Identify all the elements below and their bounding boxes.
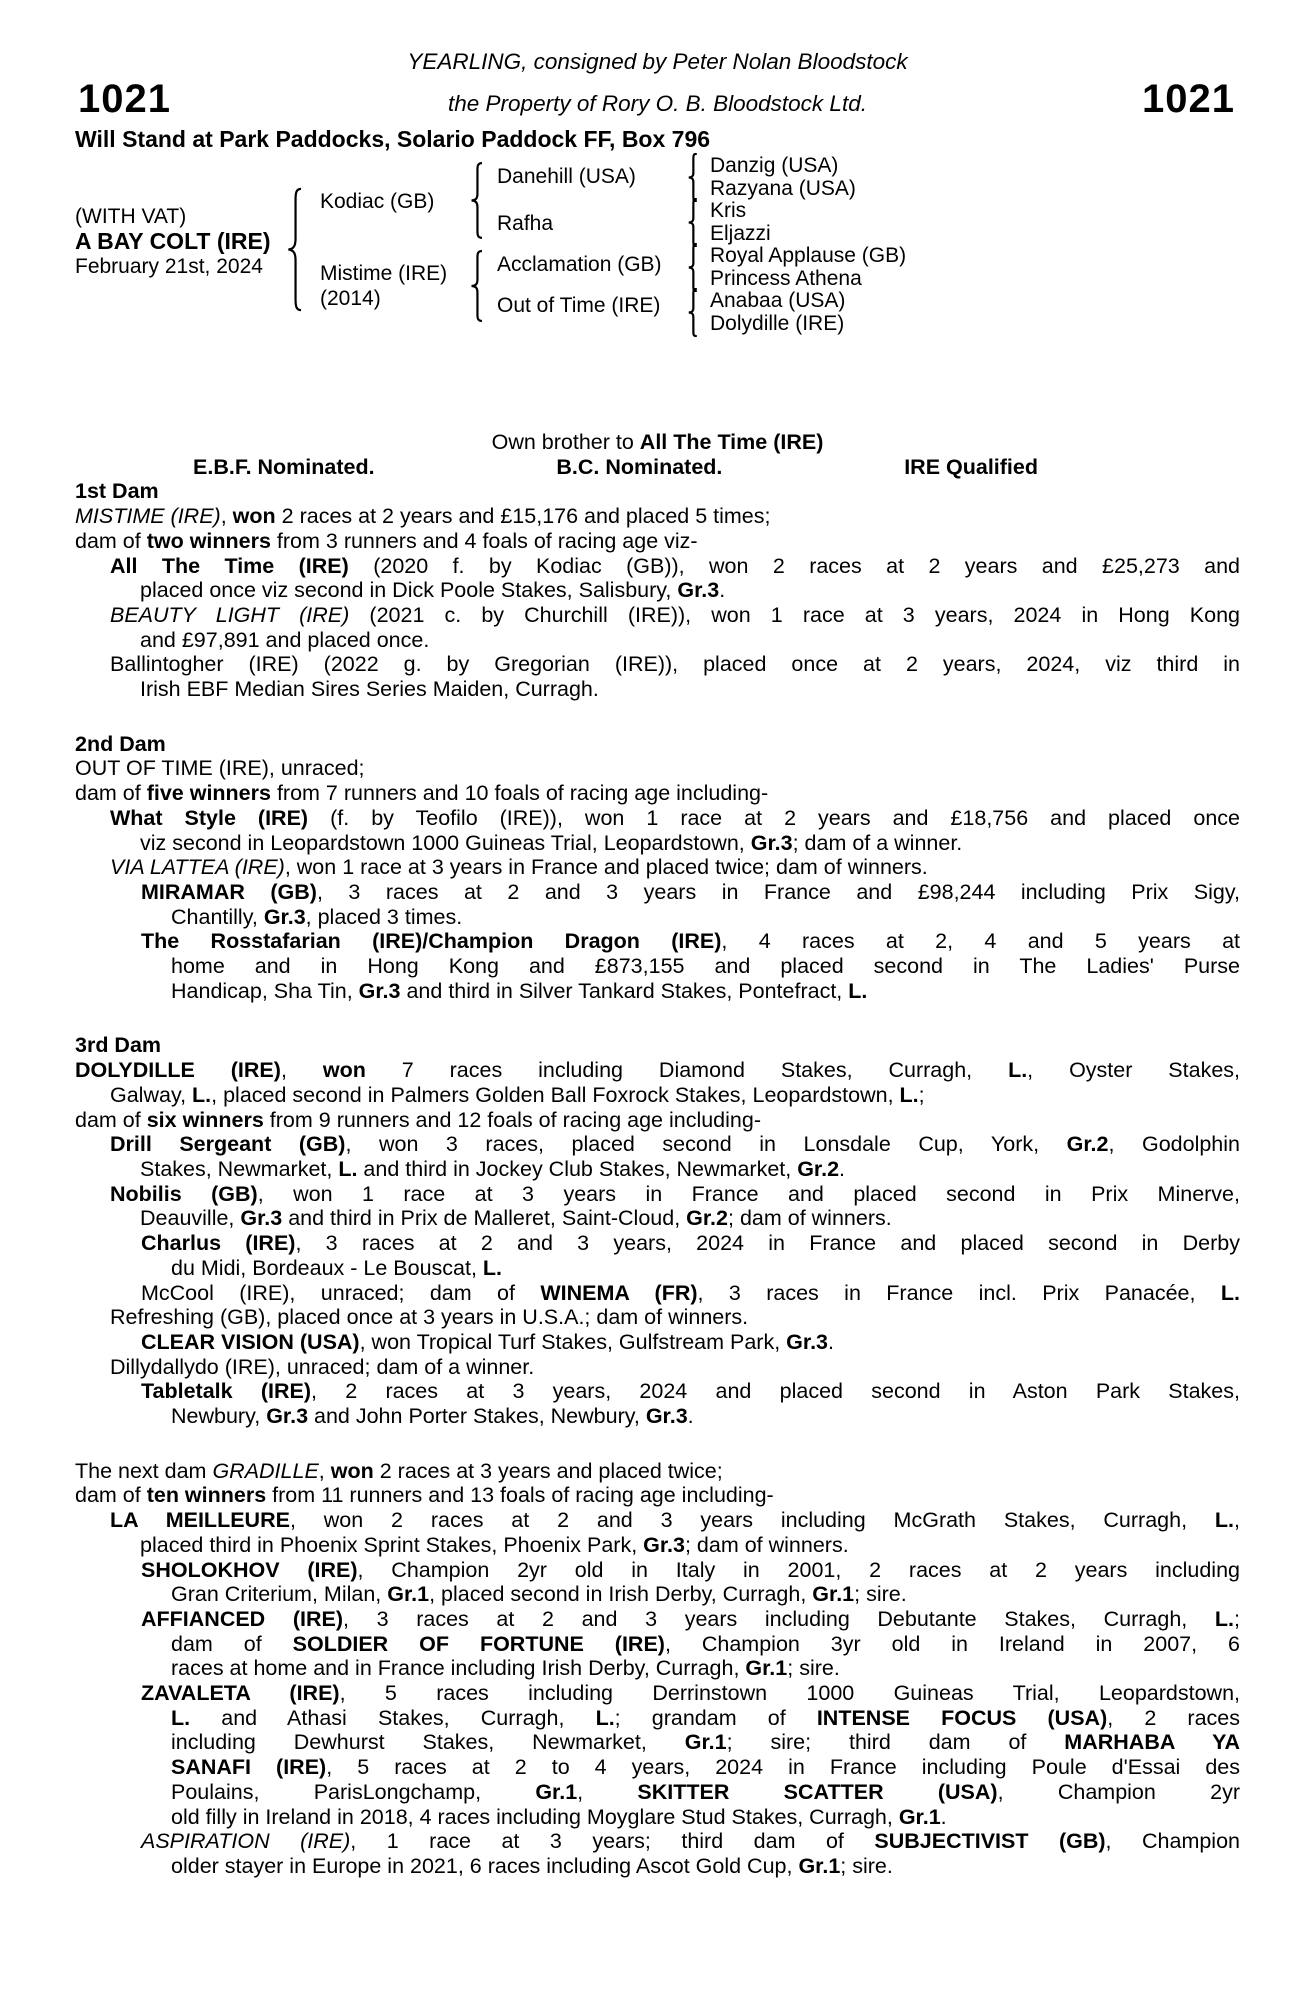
text-run: Irish EBF Median Sires Series Maiden, Curragh.	[140, 677, 599, 702]
text-run: and third in Silver Tankard Stakes, Pontefract,	[400, 978, 849, 1003]
text-run: Drill Sergeant (GB)	[110, 1132, 346, 1157]
text-run: SHOLOKHOV (IRE)	[141, 1557, 358, 1582]
text-run: , Champion 3yr old in Ireland in 2007, 6	[664, 1631, 1240, 1656]
text-run: L.	[1008, 1058, 1028, 1083]
text-run: ; dam of winners.	[684, 1532, 849, 1557]
text-run: and third in Jockey Club Stakes, Newmarket,	[357, 1156, 798, 1181]
pedigree-chart	[0, 150, 1315, 346]
pedigree-text-line	[75, 1305, 1240, 1330]
text-run: McCool (IRE), unraced; dam of	[141, 1280, 541, 1305]
text-run: ,	[220, 504, 233, 529]
text-run: Gr.1	[745, 1656, 788, 1681]
text-run: Poulains, ParisLongchamp,	[171, 1779, 536, 1804]
pedigree-text-line	[75, 781, 1240, 806]
consignor-line: YEARLING, consigned by Peter Nolan Bloodstock	[407, 49, 908, 74]
text-run: Gr.3	[263, 904, 306, 929]
pedigree-text-line	[75, 1483, 1240, 1508]
pedigree-text-line	[75, 1206, 1240, 1231]
text-run: dam of	[75, 1483, 147, 1508]
text-run: L.	[1214, 1508, 1235, 1533]
text-run: dam of	[75, 528, 147, 553]
text-run: , 2 races at 3 years, 2024 and placed second in Aston Park Stakes,	[311, 1379, 1240, 1404]
text-run: ; sire.	[840, 1853, 893, 1878]
pedigree-text-line	[75, 529, 1240, 554]
pedigree-text-line	[75, 1256, 1240, 1281]
dam-section	[75, 479, 1240, 701]
text-run: The Rosstafarian (IRE)/Champion Dragon (IRE)	[141, 929, 722, 954]
text-run: ten winners	[146, 1483, 267, 1508]
text-run: Gr.2	[686, 1206, 728, 1231]
pedigree-text-line	[75, 628, 1240, 653]
text-run: Gr.3	[266, 1404, 309, 1429]
text-run: older stayer in Europe in 2021, 6 races including Ascot Gold Cup,	[171, 1853, 799, 1878]
text-run: from 3 runners and 4 foals of racing age viz-	[270, 528, 698, 553]
pedigree-text-line	[75, 1730, 1240, 1755]
pedigree-text-line	[75, 1706, 1240, 1731]
text-run: ,	[577, 1779, 638, 1804]
ire-qualified-label: IRE Qualified	[904, 454, 1038, 479]
pedigree-text-line	[75, 1805, 1240, 1830]
text-run: , 4 races at 2, 4 and 5 years at	[721, 929, 1240, 954]
pedigree-text-line	[75, 1854, 1240, 1879]
great-grandparents-column	[710, 155, 906, 335]
dam-dam-name: Out of Time (IRE)	[497, 294, 661, 317]
text-run: ZAVALETA (IRE)	[141, 1681, 340, 1706]
pedigree-text-line	[75, 905, 1240, 930]
pedigree-text-line	[75, 1182, 1240, 1207]
text-run: , 3 races at 2 and 3 years in France and £98,244 including Prix Sigy,	[316, 879, 1240, 904]
text-run: OUT OF TIME (IRE), unraced;	[75, 756, 365, 781]
pedigree-text-line	[75, 554, 1240, 579]
text-run: , Oyster Stakes,	[1027, 1058, 1240, 1083]
text-run: ; sire; third dam of	[726, 1730, 1065, 1755]
text-run: , Godolphin	[1108, 1132, 1240, 1157]
text-run: SKITTER SCATTER (USA)	[637, 1779, 998, 1804]
text-run: (2020 f. by Kodiac (GB)), won 2 races at 2 years and £25,273 and	[348, 553, 1240, 578]
text-run: L.	[192, 1082, 212, 1107]
text-run: , placed second in Palmers Golden Ball Foxrock Stakes, Leopardstown,	[211, 1082, 900, 1107]
text-run: , 1 race at 3 years; third dam of	[350, 1829, 875, 1854]
text-run: 2 races at 2 years and £15,176 and placed 5 times;	[275, 504, 771, 529]
text-run: ; sire.	[854, 1582, 907, 1607]
dam-sections	[75, 479, 1240, 1878]
dam-block	[320, 261, 447, 311]
text-run: , won 2 races at 2 and 3 years including McGrath Stakes, Curragh,	[289, 1508, 1215, 1533]
text-run: du Midi, Bordeaux - Le Bouscat,	[171, 1255, 483, 1280]
text-run: Gr.2	[797, 1156, 840, 1181]
pedigree-brace-sire	[468, 162, 486, 239]
text-run: Gr.3	[645, 1404, 688, 1429]
dam-section	[75, 1033, 1240, 1428]
own-brother-name: All The Time (IRE)	[639, 430, 824, 454]
pedigree-text-line	[75, 1582, 1240, 1607]
gg-name: Princess Athena	[710, 266, 862, 290]
text-run: viz second in Leopardstown 1000 Guineas Trial, Leopardstown,	[140, 830, 751, 855]
text-run: L.	[482, 1255, 503, 1280]
pedigree-brace-gg3	[686, 243, 700, 292]
animal-name: A BAY COLT (IRE)	[75, 228, 271, 254]
dam-name: Mistime (IRE)	[320, 262, 448, 285]
text-run: ,	[318, 1458, 331, 1483]
pedigree-brace-dam	[468, 250, 486, 322]
text-run: SANAFI (IRE)	[171, 1755, 327, 1780]
text-run: .	[687, 1404, 694, 1429]
text-run: , 2 races	[1107, 1705, 1240, 1730]
pedigree-text-line	[75, 652, 1240, 677]
text-run: races at home and in France including Irish Derby, Curragh,	[171, 1656, 746, 1681]
text-run: Gr.1	[684, 1730, 727, 1755]
vat-note: (WITH VAT)	[75, 205, 187, 228]
text-run: CLEAR VISION (USA)	[141, 1329, 360, 1354]
text-run: , placed 3 times.	[305, 904, 463, 929]
own-brother-prefix: Own brother to	[491, 430, 640, 454]
pedigree-text-line	[75, 1780, 1240, 1805]
pedigree-text-line	[75, 1632, 1240, 1657]
pedigree-text-line	[75, 1404, 1240, 1429]
property-line: the Property of Rory O. B. Bloodstock Ltd.	[448, 91, 867, 116]
text-run: ;	[1234, 1606, 1240, 1631]
text-run: ;	[918, 1082, 925, 1107]
dam-year: (2014)	[320, 287, 381, 310]
text-run: L.	[1220, 1280, 1240, 1305]
text-run: , Champion	[1105, 1829, 1241, 1854]
text-run: ASPIRATION (IRE)	[141, 1829, 351, 1854]
text-run: SOLDIER OF FORTUNE (IRE)	[292, 1631, 665, 1656]
pedigree-text-line	[75, 1558, 1240, 1583]
text-run: .	[839, 1156, 846, 1181]
text-run: Chantilly,	[171, 904, 264, 929]
text-run: .	[940, 1804, 947, 1829]
text-run: Refreshing (GB), placed once at 3 years in U.S.A.; dam of winners.	[110, 1305, 749, 1330]
dam-section-heading: 2nd Dam	[75, 731, 166, 756]
text-run: Tabletalk (IRE)	[141, 1379, 312, 1404]
text-run: Gr.3	[750, 830, 793, 855]
text-run: , Champion 2yr	[997, 1779, 1240, 1804]
pedigree-text-line	[75, 1656, 1240, 1681]
text-run: MIRAMAR (GB)	[141, 879, 317, 904]
pedigree-text-line	[75, 855, 1240, 880]
pedigree-text-line	[75, 677, 1240, 702]
dam-section	[75, 732, 1240, 1004]
text-run: , 5 races including Derrinstown 1000 Guineas Trial, Leopardstown,	[339, 1681, 1240, 1706]
ebf-nominated-label: E.B.F. Nominated.	[193, 454, 375, 479]
pedigree-brace-gg2	[686, 198, 700, 247]
text-run: won	[322, 1058, 366, 1083]
text-run: What Style (IRE)	[110, 805, 309, 830]
text-run: L.	[1214, 1606, 1234, 1631]
text-run: INTENSE FOCUS (USA)	[816, 1705, 1108, 1730]
text-run: Gr.3	[786, 1329, 829, 1354]
text-run: six winners	[146, 1107, 264, 1132]
text-run: won	[232, 504, 276, 529]
text-run: BEAUTY LIGHT (IRE)	[110, 602, 350, 627]
text-run: DOLYDILLE (IRE)	[75, 1058, 281, 1083]
text-run: five winners	[146, 781, 271, 806]
text-run: AFFIANCED (IRE)	[141, 1606, 344, 1631]
text-run: L.	[595, 1705, 615, 1730]
text-run: .	[828, 1329, 834, 1354]
text-run: Gr.1	[812, 1582, 855, 1607]
pedigree-text-line	[75, 831, 1240, 856]
text-run: Gr.3	[358, 978, 401, 1003]
gg-name: Dolydille (IRE)	[710, 311, 845, 335]
text-run: (2021 c. by Churchill (IRE)), won 1 race at 3 years, 2024 in Hong Kong	[349, 602, 1240, 627]
catalogue-text	[75, 430, 1240, 1879]
text-run: .	[719, 578, 726, 603]
pedigree-text-line	[75, 1108, 1240, 1133]
text-run: Handicap, Sha Tin,	[171, 978, 359, 1003]
text-run: LA MEILLEURE	[110, 1508, 290, 1533]
text-run: dam of	[75, 1107, 147, 1132]
pedigree-text-line	[75, 1083, 1240, 1108]
text-run: Charlus (IRE)	[141, 1231, 296, 1256]
text-run: Gr.1	[798, 1853, 841, 1878]
foal-date: February 21st, 2024	[75, 255, 263, 278]
lot-number-right: 1021	[1142, 77, 1235, 121]
gg-name: Razyana (USA)	[710, 176, 856, 200]
text-run: Gr.3	[240, 1206, 283, 1231]
text-run: Deauville,	[140, 1206, 241, 1231]
pedigree-text-line	[75, 880, 1240, 905]
text-run: MISTIME (IRE)	[75, 504, 221, 529]
bc-nominated-label: B.C. Nominated.	[556, 454, 723, 479]
text-run: two winners	[146, 528, 271, 553]
text-run: L.	[171, 1705, 191, 1730]
text-run: MARHABA YA	[1064, 1730, 1240, 1755]
text-run: and Athasi Stakes, Curragh,	[190, 1705, 596, 1730]
text-run: old filly in Ireland in 2018, 4 races including Moyglare Stud Stakes, Curragh,	[171, 1804, 899, 1829]
stand-location-line: Will Stand at Park Paddocks, Solario Paddock FF, Box 796	[75, 126, 711, 152]
text-run: L.	[848, 978, 868, 1003]
text-run: from 9 runners and 12 foals of racing age including-	[263, 1107, 761, 1132]
pedigree-text-line	[75, 1755, 1240, 1780]
pedigree-text-line	[75, 1355, 1240, 1380]
text-run: 7 races including Diamond Stakes, Curragh,	[365, 1058, 1009, 1083]
gg-name: Royal Applause (GB)	[710, 244, 907, 267]
pedigree-text-line	[75, 1607, 1240, 1632]
text-run: dam of	[171, 1631, 293, 1656]
pedigree-text-line	[75, 954, 1240, 979]
gg-name: Danzig (USA)	[710, 154, 839, 177]
text-run: ,	[280, 1058, 323, 1083]
pedigree-text-line	[75, 979, 1240, 1004]
text-run: and third in Prix de Malleret, Saint-Cloud,	[282, 1206, 687, 1231]
text-run: , 3 races at 2 and 3 years, 2024 in France and placed second in Derby	[295, 1231, 1240, 1256]
text-run: Gr.2	[1066, 1132, 1109, 1157]
animal-block	[75, 204, 271, 279]
text-run: (f. by Teofilo (IRE)), won 1 race at 2 years and £18,756 and placed once	[308, 805, 1241, 830]
text-run: All The Time (IRE)	[110, 553, 349, 578]
text-run: L.	[338, 1156, 358, 1181]
gg-name: Eljazzi	[710, 221, 771, 245]
text-run: and John Porter Stakes, Newbury,	[308, 1404, 646, 1429]
text-run: placed once viz second in Dick Poole Stakes, Salisbury,	[140, 578, 678, 603]
text-run: , 3 races at 2 and 3 years including Debutante Stakes, Curragh,	[343, 1606, 1215, 1631]
pedigree-text-line	[75, 1459, 1240, 1484]
pedigree-brace-main	[284, 187, 306, 312]
own-brother-line	[75, 430, 1240, 455]
lot-number-left: 1021	[78, 77, 171, 121]
text-run: , 3 races in France incl. Prix Panacée,	[697, 1280, 1221, 1305]
text-run: Galway,	[110, 1082, 193, 1107]
pedigree-text-line	[75, 1281, 1240, 1306]
text-run: , placed second in Irish Derby, Curragh,	[429, 1582, 813, 1607]
pedigree-text-line	[75, 1132, 1240, 1157]
text-run: ; grandam of	[614, 1705, 817, 1730]
pedigree-text-line	[75, 929, 1240, 954]
text-run: Stakes, Newmarket,	[140, 1156, 339, 1181]
text-run: SUBJECTIVIST (GB)	[874, 1829, 1106, 1854]
text-run: Nobilis (GB)	[110, 1181, 258, 1206]
text-run: Gr.1	[387, 1582, 430, 1607]
text-run: from 7 runners and 10 foals of racing age including-	[270, 781, 769, 806]
text-run: including Dewhurst Stakes, Newmarket,	[171, 1730, 685, 1755]
text-run: Gr.3	[677, 578, 720, 603]
pedigree-brace-gg4	[686, 288, 700, 337]
sire-name: Kodiac (GB)	[320, 190, 435, 213]
pedigree-text-line	[75, 1681, 1240, 1706]
text-run: home and in Hong Kong and £873,155 and placed second in The Ladies' Purse	[171, 954, 1240, 979]
text-run: Gr.1	[898, 1804, 941, 1829]
text-run: Gr.1	[535, 1779, 578, 1804]
text-run: ,	[1234, 1508, 1240, 1533]
dam-sire-name: Acclamation (GB)	[497, 253, 662, 276]
text-run: VIA LATTEA (IRE)	[110, 855, 285, 880]
dam-section-heading: 3rd Dam	[75, 1033, 162, 1058]
pedigree-text-line	[75, 806, 1240, 831]
pedigree-brace-gg1	[686, 153, 700, 202]
pedigree-text-line	[75, 603, 1240, 628]
text-run: won	[330, 1458, 374, 1483]
text-run: ; sire.	[787, 1656, 840, 1681]
text-run: Dillydallydo (IRE), unraced; dam of a winner.	[110, 1354, 535, 1379]
text-run: ; dam of a winner.	[792, 830, 963, 855]
text-run: 2 races at 3 years and placed twice;	[373, 1458, 723, 1483]
dam-section	[75, 1459, 1240, 1879]
gg-name: Anabaa (USA)	[710, 289, 846, 312]
pedigree-text-line	[75, 1058, 1240, 1083]
text-run: L.	[899, 1082, 919, 1107]
pedigree-text-line	[75, 1330, 1240, 1355]
text-run: , won 3 races, placed second in Lonsdale Cup, York,	[345, 1132, 1067, 1157]
sire-sire-name: Danehill (USA)	[497, 165, 636, 188]
pedigree-text-line	[75, 756, 1240, 781]
dam-section-heading: 1st Dam	[75, 479, 159, 504]
text-run: GRADILLE	[212, 1458, 319, 1483]
pedigree-text-line	[75, 578, 1240, 603]
text-run: WINEMA (FR)	[540, 1280, 698, 1305]
text-run: and £97,891 and placed once.	[140, 627, 430, 652]
text-run: , won 1 race at 3 years in France and placed second in Prix Minerve,	[257, 1181, 1240, 1206]
pedigree-text-line	[75, 1533, 1240, 1558]
text-run: ; dam of winners.	[728, 1206, 892, 1231]
text-run: dam of	[75, 781, 147, 806]
pedigree-text-line	[75, 1157, 1240, 1182]
text-run: Gran Criterium, Milan,	[171, 1582, 388, 1607]
pedigree-text-line	[75, 1829, 1240, 1854]
text-run: Ballintogher (IRE) (2022 g. by Gregorian (IRE)), placed once at 2 years, 2024, viz third in	[110, 652, 1240, 677]
pedigree-text-line	[75, 1508, 1240, 1533]
text-run: The next dam	[75, 1458, 213, 1483]
text-run: , Champion 2yr old in Italy in 2001, 2 races at 2 years including	[357, 1557, 1240, 1582]
sire-dam-name: Rafha	[497, 212, 554, 235]
text-run: , won Tropical Turf Stakes, Gulfstream Park,	[359, 1329, 787, 1354]
text-run: Gr.3	[643, 1532, 685, 1557]
pedigree-text-line	[75, 1231, 1240, 1256]
text-run: , won 1 race at 3 years in France and placed twice; dam of winners.	[284, 855, 928, 880]
text-run: Newbury,	[171, 1404, 267, 1429]
pedigree-text-line	[75, 1379, 1240, 1404]
nominations-line	[193, 455, 1038, 480]
pedigree-text-line	[75, 504, 1240, 529]
gg-name: Kris	[710, 199, 747, 222]
text-run: placed third in Phoenix Sprint Stakes, Phoenix Park,	[140, 1532, 644, 1557]
text-run: from 11 runners and 13 foals of racing age including-	[266, 1483, 774, 1508]
text-run: , 5 races at 2 to 4 years, 2024 in France including Poule d'Essai des	[326, 1755, 1240, 1780]
